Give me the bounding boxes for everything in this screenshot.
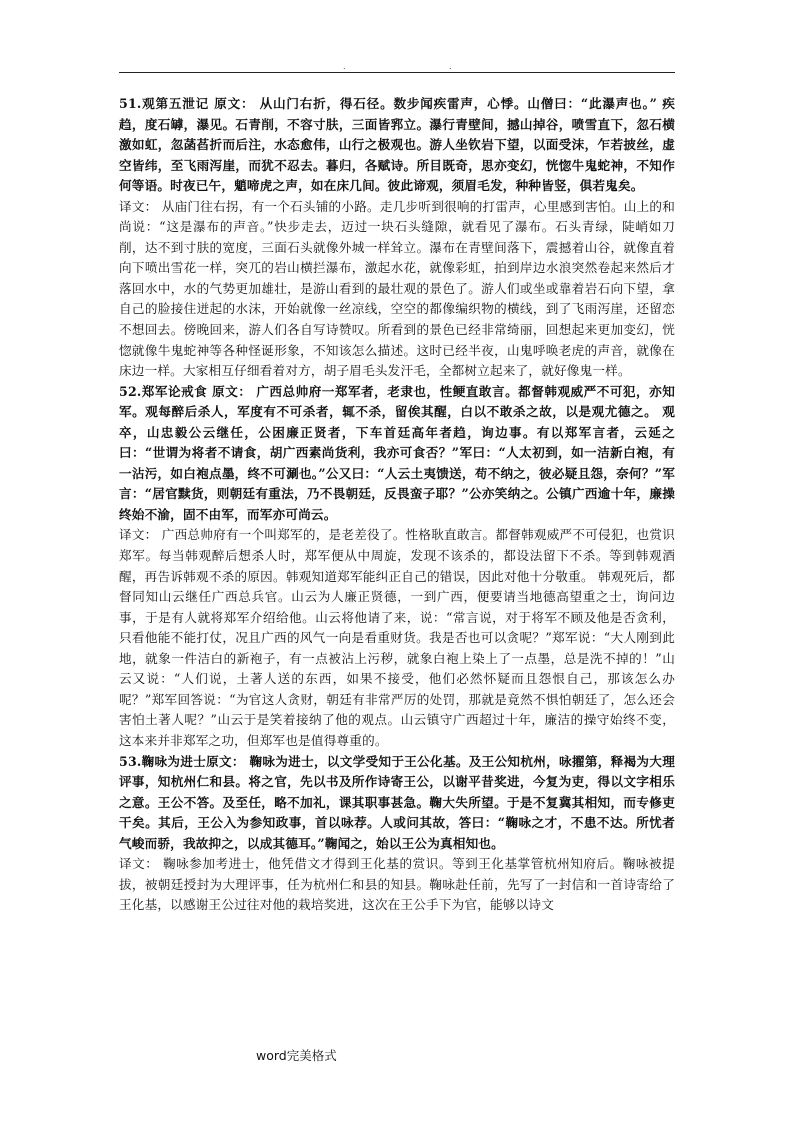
header-rule	[119, 72, 675, 73]
header-mark-right: .	[449, 62, 452, 71]
section-52-translation: 译文： 广西总帅府有一个叫郑军的，是老差役了。性格耿直敢言。都督韩观威严不可侵犯，也赏识郑军。每当韩观醉后想杀人时，郑军便从中周旋，发现不该杀的，都设法留下不杀。等到韩观酒醒，再告诉韩观不杀的原因。韩观知道郑军能纠正自己的错误，因此对他十分敬重。 韩观死后，都督同知山云继任广西总兵官。山云为人廉正贤德，一到广西，便要请当地德高望重之士，询问边事，于是有人就将郑军介绍给他。山云将他请了来，说：“常言说，对于将军不顾及他是否贪利，只看他能不能打仗，况且广西的风气一向是看重财货。我是否也可以贪呢？”郑军说：“大人刚到此地，就象一件洁白的新袍子，有一点被沾上污秽，就象白袍上染上了一点墨，总是洗不掉的！”山云又说：“人们说，土著人送的东西，如果不接受，他们必然怀疑而且怨恨自己，那该怎么办呢？”郑军回答说：“为官这人贪财，朝廷有非常严厉的处罚，那就是竟然不惧怕朝廷了，怎么还会害怕土著人呢？”山云于是笑着接纳了他的观点。山云镇守广西超过十年，廉洁的操守始终不变，这本来并非郑军之功，但郑军也是值得尊重的。	[119, 527, 675, 748]
section-51-translation: 译文： 从庙门往右拐，有一个石头铺的小路。走几步听到很响的打雷声，心里感到害怕。山上的和尚说：“这是瀑布的声音。”快步走去，迈过一块石头缝隙，就看见了瀑布。石头青绿，陡峭如刀削，达不到寸肤的宽度，三面石头就像外城一样耸立。瀑布在青壁间落下，震撼着山谷，就像直着向下喷出雪花一样，突兀的岩山横拦瀑布，激起水花，就像彩虹，拍到岸边水浪突然卷起来然后才落回水中，水的气势更加雄壮，是游山看到的最壮观的景色了。游人们或坐或靠着岩石向下望，拿自己的脸接住迸起的水沫，开始就像一丝凉线，空空的都像编织物的横线，到了飞雨泻崖，还留恋不想回去。傍晚回来，游人们各自写诗赞叹。所看到的景色已经非常绮丽，回想起来更加变幻，恍惚就像牛鬼蛇神等各种怪诞形象，不知该怎么描述。这时已经半夜，山鬼呼唤老虎的声音，就像在床边一样。大家相互仔细看着对方，胡子眉毛头发汗毛，全都树立起来了，就好像鬼一样。	[119, 198, 675, 379]
section-53-translation: 译文： 鞠咏参加考进士，他凭借文才得到王化基的赏识。等到王化基掌管杭州知府后。鞠咏被提拔，被朝廷授封为大理评事，任为杭州仁和县的知县。鞠咏赴任前，先写了一封信和一首诗寄给了王化基，以感谢王公过往对他的栽培奖进，这次在王公手下为官，能够以诗文	[119, 856, 675, 913]
document-body	[119, 94, 675, 916]
section-53-original: 53.鞠咏为进士原文： 鞠咏为进士，以文学受知于王公化基。及王公知杭州，咏擢第，释褐为大理评事，知杭州仁和县。将之官，先以书及所作诗寄王公，以谢平昔奖进，今复为吏，得以文字相乐之意。王公不答。及至任，略不加礼，课其职事甚急。鞠大失所望。于是不复冀其相知，而专修吏干矣。其后，王公入为参知政事，首以咏荐。人或问其故，答曰：“鞠咏之才，不患不达。所忧者气峻而骄，我故抑之，以成其德耳。”鞠闻之，始以王公为真相知也。	[119, 753, 675, 851]
header-mark-left: .	[343, 62, 346, 71]
page-footer: word完美格式	[256, 1048, 337, 1063]
header-marks	[0, 62, 794, 72]
section-52-original: 52.郑军论戒食 原文： 广西总帅府一郑军者，老隶也，性鲠直敢言。都督韩观威严不可犯，亦知军。观每醉后杀人，军度有不可杀者，辄不杀，留俟其醒，白以不敢杀之故，以是观尤德之。 观卒，山忠毅公云继任，公困廉正贤者，下车首廷高年者趋，询边事。有以郑军言者，云延之曰：“世谓为将者不请食，胡广西素尚货利，我亦可食否？”军曰：“人太初到，如一洁新白袍，有一沾污，如白袍点墨，终不可涮也。”公又曰：“人云土夷馈送，苟不纳之，彼必疑且怨，奈何？”军言：“居官黩货，则朝廷有重法，乃不畏朝廷，反畏蛮子耶？”公亦笑纳之。公镇广西逾十年，廉操终始不渝，固不由军，而军亦可尚云。	[119, 383, 675, 522]
section-51-original: 51.观第五泄记 原文： 从山门右折，得石径。数步闻疾雷声，心悸。山僧曰：“此瀑声也。” 疾趋，度石罅，瀑见。石青削，不容寸肤，三面皆郛立。瀑行青壁间，撼山掉谷，喷雪直下，忽石横激如虹，忽菡萏折而后注，水态愈伟，山行之极观也。游人坐钦岩下望，以面受沫，乍若披丝，虚空皆纬，至飞雨泻崖，而犹不忍去。暮归，各赋诗。所目既奇，思亦变幻，恍惚牛鬼蛇神，不知作何等语。时夜已午，魈啼虎之声，如在床几间。彼此谛观，须眉毛发，种种皆竖，俱若鬼矣。	[119, 96, 675, 194]
